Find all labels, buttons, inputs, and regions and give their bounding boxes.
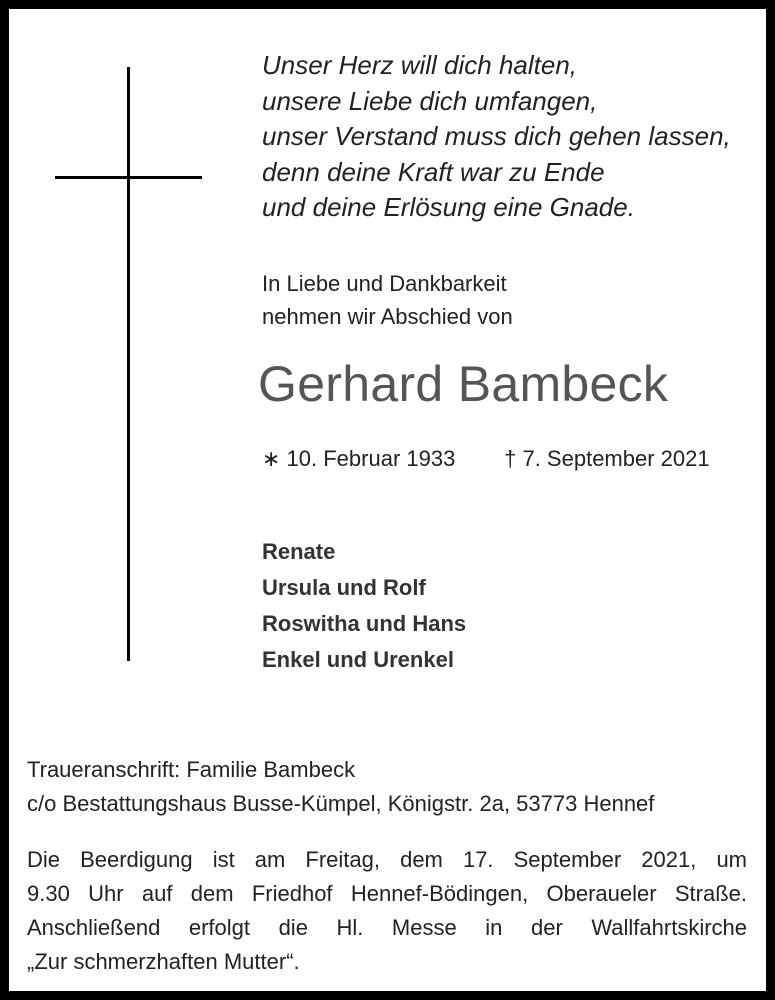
deceased-name: Gerhard Bambeck <box>258 356 669 412</box>
poem-line: denn deine Kraft war zu Ende <box>262 156 605 187</box>
mourners-list <box>262 534 466 678</box>
mourning-address <box>27 753 654 821</box>
cross-vertical-bar <box>127 67 130 661</box>
poem-line: unser Verstand muss dich gehen lassen, <box>262 121 731 151</box>
intro-line: In Liebe und Dankbarkeit <box>262 271 507 296</box>
address-line: c/o Bestattungshaus Busse-Kümpel, Königstr. 2a, 53773 Hennef <box>27 791 655 816</box>
mourner: Renate <box>262 539 336 564</box>
farewell-intro <box>262 267 513 333</box>
death-date: † 7. September 2021 <box>504 446 710 471</box>
poem-line: Unser Herz will dich halten, <box>262 50 578 80</box>
funeral-line: 9.30 Uhr auf dem Friedhof Hennef-Bödingen, Oberaueler Straße. <box>27 881 747 906</box>
intro-line: nehmen wir Abschied von <box>262 304 513 329</box>
mourner: Roswitha und Hans <box>262 611 467 636</box>
birth-date: ∗ 10. Februar 1933 <box>262 446 456 471</box>
life-dates <box>262 442 710 476</box>
funeral-line: Die Beerdigung ist am Freitag, dem 17. September 2021, um <box>27 847 747 872</box>
mourner: Ursula und Rolf <box>262 575 426 600</box>
poem <box>262 48 731 226</box>
funeral-line: Anschließend erfolgt die Hl. Messe in der Wallfahrtskirche <box>27 915 747 940</box>
cross-horizontal-bar <box>55 176 202 179</box>
poem-line: und deine Erlösung eine Gnade. <box>262 192 635 222</box>
address-line: Traueranschrift: Familie Bambeck <box>27 757 356 782</box>
mourner: Enkel und Urenkel <box>262 647 454 672</box>
funeral-line: „Zur schmerzhaften Mutter“. <box>27 949 300 974</box>
funeral-notice <box>27 843 747 979</box>
poem-line: unsere Liebe dich umfangen, <box>262 85 598 116</box>
